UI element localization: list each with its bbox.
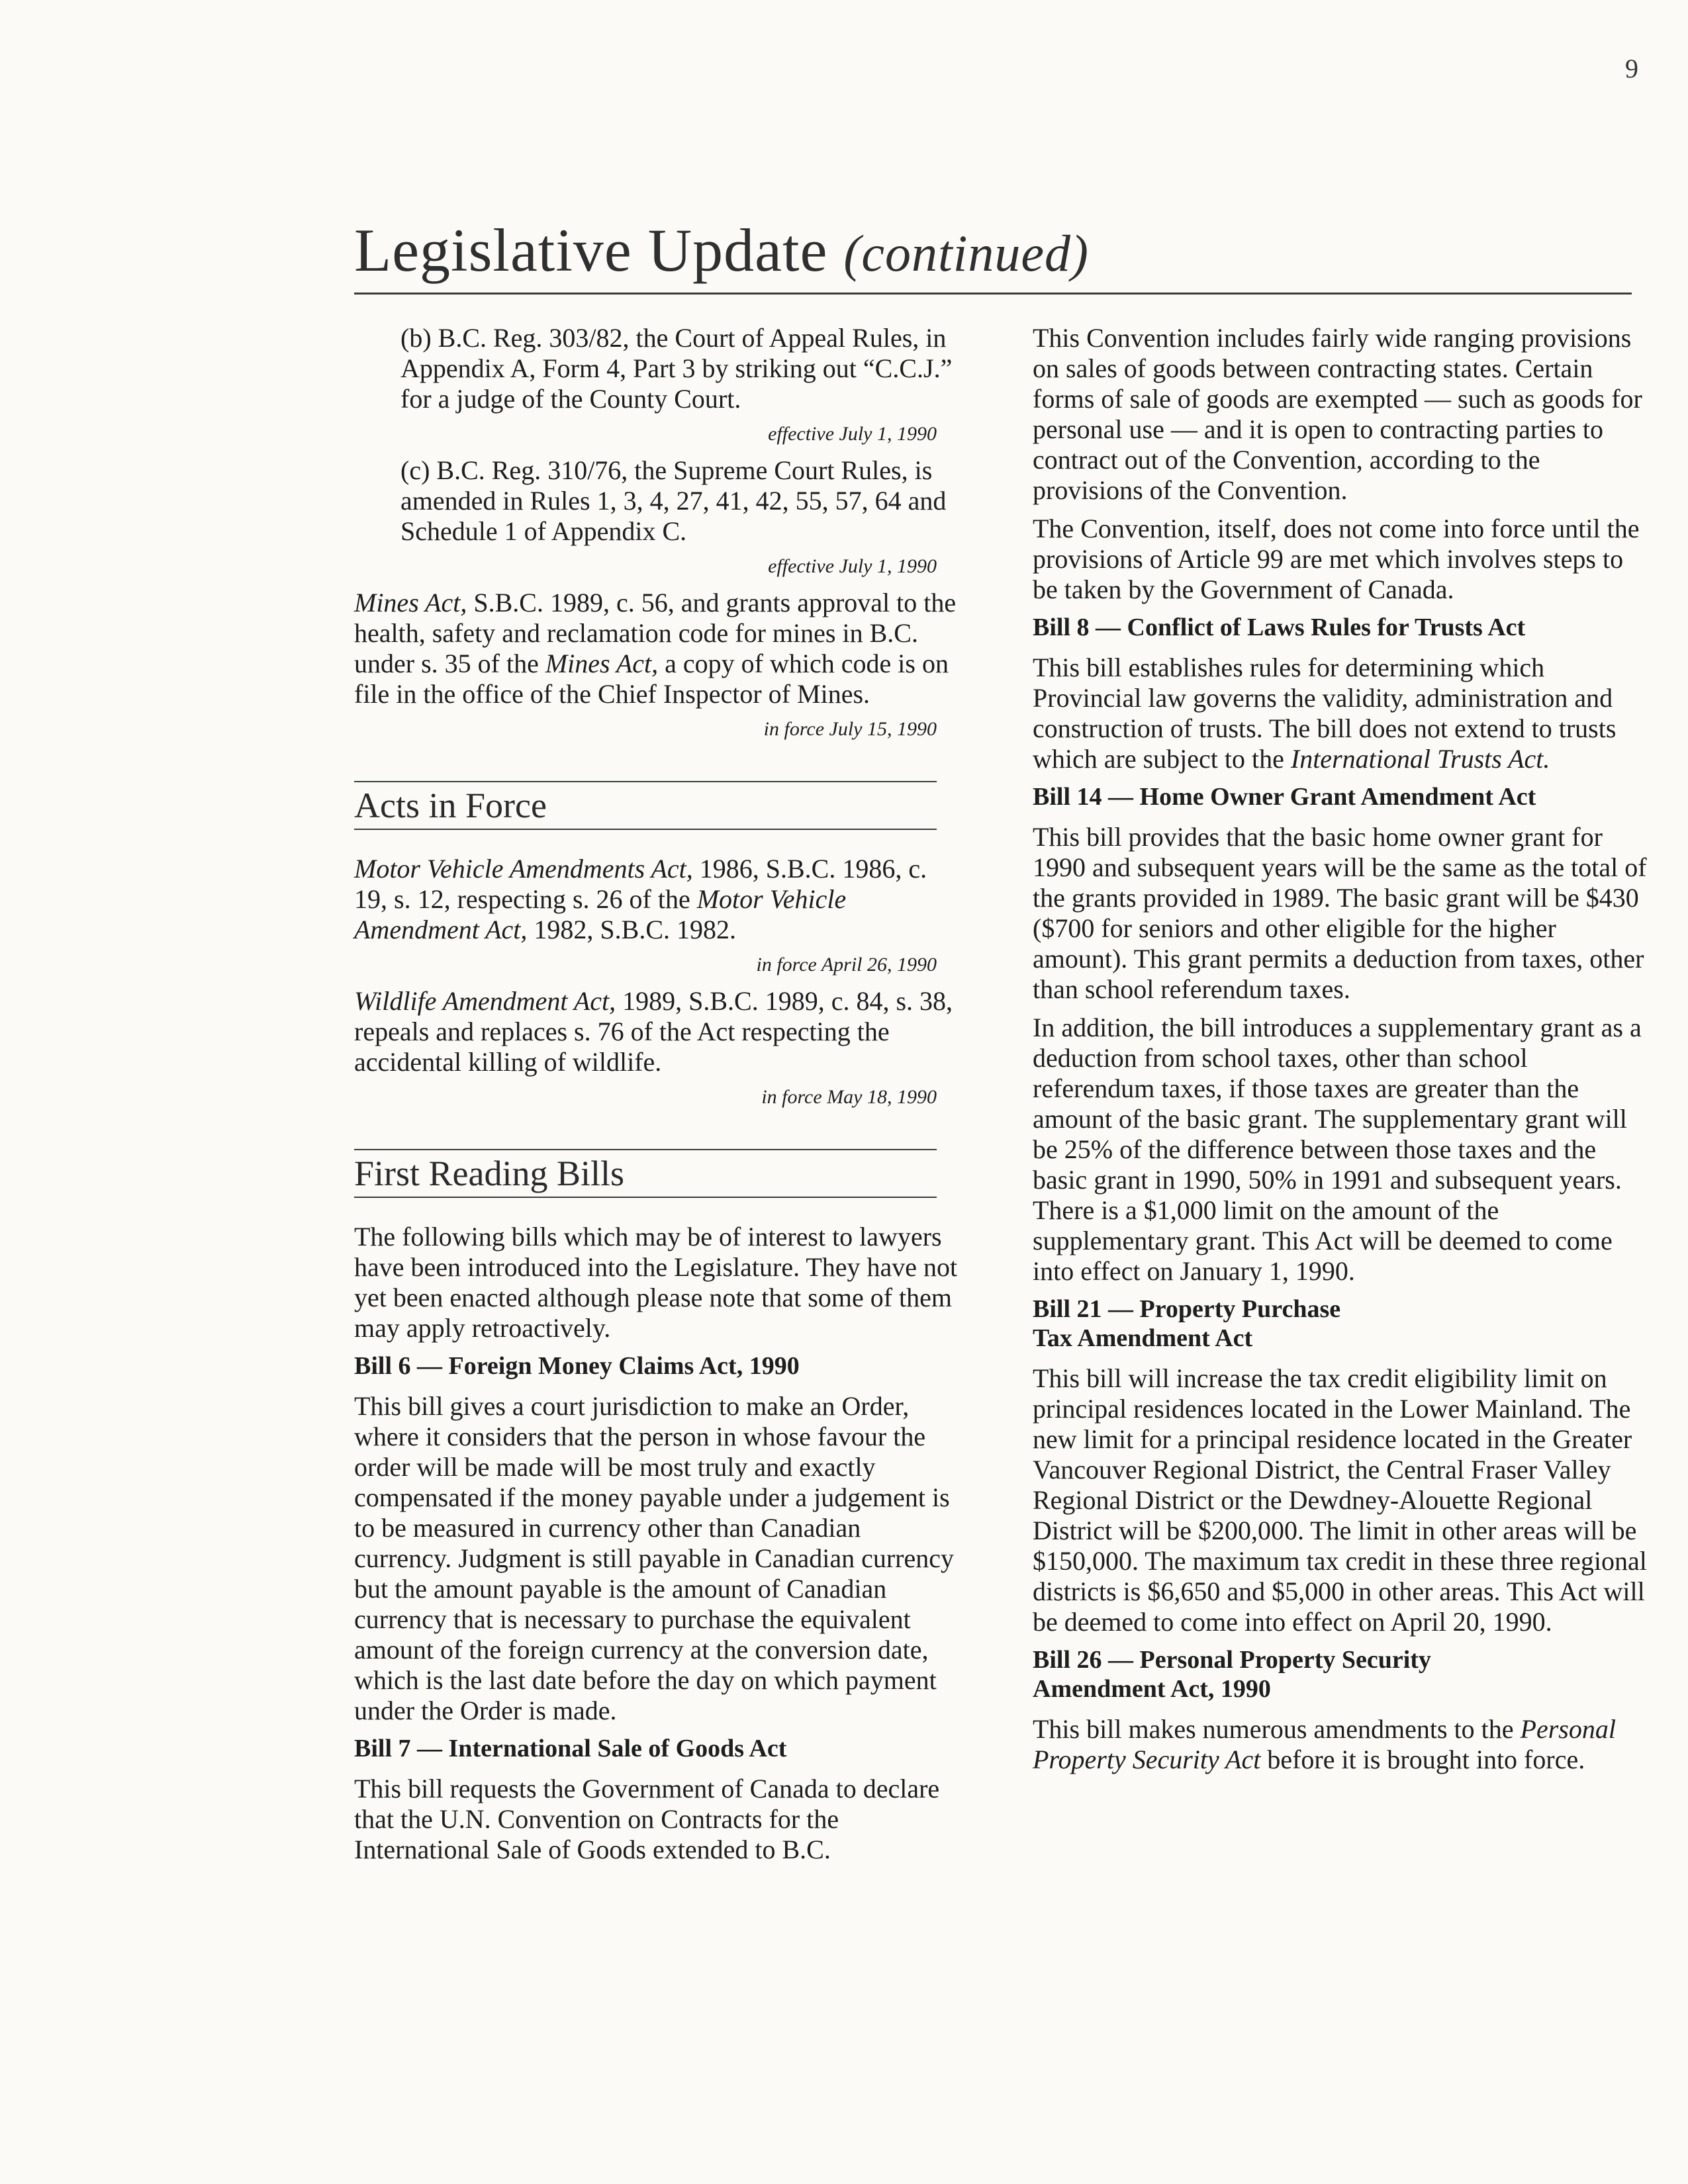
bill-14-heading: Bill 14 — Home Owner Grant Amendment Act <box>1033 783 1536 811</box>
mines-act-paragraph <box>354 588 963 709</box>
wildlife-act-name: Wildlife Amendment Act, <box>354 986 616 1016</box>
title-rule <box>354 293 1632 295</box>
bill-26-text <box>1033 1714 1648 1775</box>
reg-c-effective: effective July 1, 1990 <box>768 555 937 577</box>
bill-8-act-name: International Trusts Act. <box>1290 744 1550 774</box>
wildlife-inforce: in force May 18, 1990 <box>761 1086 937 1108</box>
bill-6-text: This bill gives a court jurisdiction to make an Order, where it considers that the person in whose favour the order will be made will be most truly and exactly compensated if the money payable under a judgement is to be measured in currency other than Canadian currency. Judgment is still payable in Canadian currency but the amount payable is the amount of Canadian currency that is necessary to purchase the equivalent amount of the foreign currency at the conversion date, which is the last date before the day on which payment under the Order is made. <box>354 1391 954 1725</box>
mines-act-text: S.B.C. 1989, c. 56, and grants approval to the health, safety and reclamation code for mines in B.C. under s. 35 of the <box>354 588 957 678</box>
section-rule-top <box>354 1149 937 1150</box>
section-rule-bottom <box>354 829 937 830</box>
bill-8-text <box>1033 653 1648 774</box>
section-rule-top <box>354 781 937 782</box>
bill-7-heading: Bill 7 — International Sale of Goods Act <box>354 1735 787 1762</box>
reg-b-effective: effective July 1, 1990 <box>768 423 937 445</box>
reg-c-text: (c) B.C. Reg. 310/76, the Supreme Court Rules, is amended in Rules 1, 3, 4, 27, 41, 42, 55, 57, 64 and Schedule 1 of Appendix C. <box>400 455 947 546</box>
motor-vehicle-act-name-2: Motor Vehicle Amendment Act, <box>354 884 847 944</box>
bill-8-heading: Bill 8 — Conflict of Laws Rules for Trusts Act <box>1033 614 1526 641</box>
first-reading-section <box>354 1149 937 1198</box>
page-title <box>354 215 1089 285</box>
motor-vehicle-act-name: Motor Vehicle Amendments Act, <box>354 854 693 884</box>
bill-6-heading: Bill 6 — Foreign Money Claims Act, 1990 <box>354 1352 800 1380</box>
convention-paragraph-1: This Convention includes fairly wide ranging provisions on sales of goods between contracting states. Certain forms of sale of goods are exempted — such as goods for personal use — and it is open to contracting parties to contract out of the Convention, according to the provisions of the Convention. <box>1033 323 1642 505</box>
left-column <box>354 323 963 1873</box>
bill-21-heading-line-1: Bill 21 — Property Purchase <box>1033 1295 1341 1323</box>
acts-in-force-heading: Acts in Force <box>354 786 547 825</box>
title-suffix: (continued) <box>843 224 1089 282</box>
section-rule-bottom <box>354 1197 937 1198</box>
bill-26-body-2: before it is brought into force. <box>1260 1745 1585 1774</box>
bill-21-heading-line-2: Tax Amendment Act <box>1033 1324 1253 1352</box>
bill-26-act-name: Personal Property Security Act <box>1033 1714 1616 1774</box>
bill-21-text: This bill will increase the tax credit eligibility limit on principal residences located in the Lower Mainland. The new limit for a principal residence located in the Greater Vancouver Regional District, the Central Fraser Valley Regional District or the Dewdney-Alouette Regional District will be $200,000. The limit in other areas will be $150,000. The maximum tax credit in these three regional districts is $6,650 and $5,000 in other areas. This Act will be deemed to come into effect on April 20, 1990. <box>1033 1363 1647 1637</box>
wildlife-paragraph <box>354 986 963 1077</box>
bill-7-text: This bill requests the Government of Canada to declare that the U.N. Convention on Contracts for the International Sale of Goods extended to B.C. <box>354 1774 940 1864</box>
first-reading-intro: The following bills which may be of interest to lawyers have been introduced into the Legislature. They have not yet been enacted although please note that some of them may apply retroactively. <box>354 1222 958 1343</box>
wildlife-text: 1989, S.B.C. 1989, c. 84, s. 38, repeals and replaces s. 76 of the Act respecting the accidental killing of wildlife. <box>354 986 953 1077</box>
first-reading-heading: First Reading Bills <box>354 1154 625 1193</box>
bill-8-body: This bill establishes rules for determining which Provincial law governs the validity, administration and construction of trusts. The bill does not extend to trusts which are subject to the <box>1033 653 1617 774</box>
right-column <box>1033 323 1648 1783</box>
mines-act-text-2: a copy of which code is on file in the office of the Chief Inspector of Mines. <box>354 649 949 709</box>
page-number: 9 <box>1625 54 1638 83</box>
bill-14-paragraph-2: In addition, the bill introduces a supplementary grant as a deduction from school taxes, other than school referendum taxes, if those taxes are greater than the amount of the basic grant. The supplementary grant will be 25% of the difference between those taxes and the basic grant in 1990, 50% in 1991 and subsequent years. There is a $1,000 limit on the amount of the supplementary grant. This Act will be deemed to come into effect on January 1, 1990. <box>1033 1013 1642 1286</box>
bill-21-heading <box>1033 1295 1648 1353</box>
mines-act-name-2: Mines Act, <box>545 649 659 678</box>
motor-vehicle-text: 1986, S.B.C. 1986, c. 19, s. 12, respecting s. 26 of the <box>354 854 927 914</box>
motor-vehicle-inforce: in force April 26, 1990 <box>756 954 937 976</box>
bill-26-heading <box>1033 1645 1648 1704</box>
mines-act-inforce: in force July 15, 1990 <box>763 718 937 740</box>
convention-paragraph-2: The Convention, itself, does not come into force until the provisions of Article 99 are met which involves steps to be taken by the Government of Canada. <box>1033 514 1640 604</box>
bill-26-heading-line-1: Bill 26 — Personal Property Security <box>1033 1646 1431 1674</box>
bill-26-body: This bill makes numerous amendments to the <box>1033 1714 1521 1744</box>
motor-vehicle-paragraph <box>354 854 963 945</box>
acts-in-force-section <box>354 781 937 830</box>
bill-26-heading-line-2: Amendment Act, 1990 <box>1033 1675 1271 1703</box>
title-main: Legislative Update <box>354 216 828 284</box>
reg-b-text: (b) B.C. Reg. 303/82, the Court of Appeal Rules, in Appendix A, Form 4, Part 3 by striking out “C.C.J.” for a judge of the County Court. <box>400 323 953 414</box>
motor-vehicle-text-2: 1982, S.B.C. 1982. <box>527 915 737 944</box>
bill-14-paragraph-1: This bill provides that the basic home owner grant for 1990 and subsequent years will be the same as the total of the grants provided in 1989. The basic grant will be $430 ($700 for seniors and other eligible for the higher amount). This grant permits a deduction from taxes, other than school referendum taxes. <box>1033 822 1647 1004</box>
mines-act-name: Mines Act, <box>354 588 467 617</box>
